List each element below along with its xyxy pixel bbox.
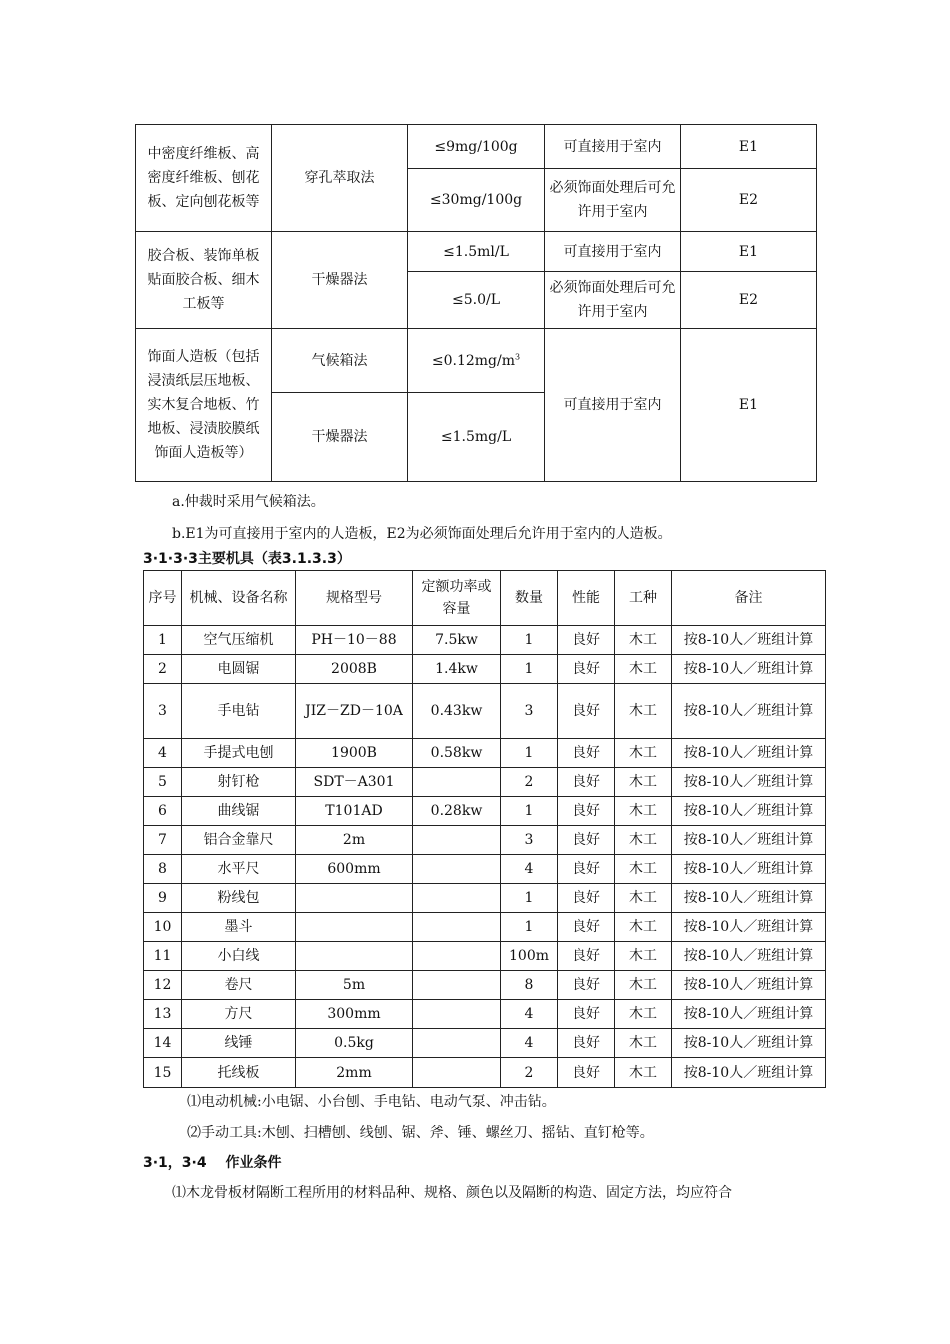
remark-cell: 按8-10人／班组计算 bbox=[672, 971, 826, 1000]
model-cell: T101AD bbox=[296, 797, 413, 826]
limit-cell: ≤1.5ml/L bbox=[408, 232, 545, 272]
model-cell bbox=[296, 913, 413, 942]
trade-cell: 木工 bbox=[615, 942, 672, 971]
qty-cell: 2 bbox=[501, 1058, 558, 1088]
material-cell: 中密度纤维板、高密度纤维板、刨花板、定向刨花板等 bbox=[136, 125, 272, 232]
use-cell: 必须饰面处理后可允许用于室内 bbox=[545, 169, 681, 232]
trade-cell: 木工 bbox=[615, 739, 672, 768]
index-cell: 15 bbox=[144, 1058, 182, 1088]
header-cell: 规格型号 bbox=[296, 571, 413, 626]
grade-cell: E2 bbox=[681, 169, 817, 232]
power-cell bbox=[413, 971, 501, 1000]
remark-cell: 按8-10人／班组计算 bbox=[672, 655, 826, 684]
qty-cell: 1 bbox=[501, 884, 558, 913]
condition-cell: 良好 bbox=[558, 1000, 615, 1029]
table-row bbox=[144, 1000, 826, 1029]
table-row bbox=[144, 1058, 826, 1088]
test-method-cell: 气候箱法 bbox=[272, 329, 408, 393]
table-row bbox=[144, 826, 826, 855]
table-row bbox=[144, 942, 826, 971]
table-row bbox=[136, 232, 817, 272]
model-cell: 2mm bbox=[296, 1058, 413, 1088]
grade-cell: E1 bbox=[681, 329, 817, 482]
name-cell: 方尺 bbox=[182, 1000, 296, 1029]
qty-cell: 4 bbox=[501, 1000, 558, 1029]
name-cell: 线锤 bbox=[182, 1029, 296, 1058]
name-cell: 曲线锯 bbox=[182, 797, 296, 826]
header-cell: 定额功率或容量 bbox=[413, 571, 501, 626]
condition-cell: 良好 bbox=[558, 739, 615, 768]
superscript: 3 bbox=[515, 351, 521, 361]
qty-cell: 3 bbox=[501, 684, 558, 739]
model-cell bbox=[296, 884, 413, 913]
remark-cell: 按8-10人／班组计算 bbox=[672, 797, 826, 826]
power-cell bbox=[413, 768, 501, 797]
name-cell: 铝合金靠尺 bbox=[182, 826, 296, 855]
section-heading-tools: 3·1·3·3主要机具（表3.1.3.3） bbox=[143, 551, 351, 567]
trade-cell: 木工 bbox=[615, 768, 672, 797]
grade-cell: E1 bbox=[681, 232, 817, 272]
table-row bbox=[144, 655, 826, 684]
index-cell: 13 bbox=[144, 1000, 182, 1029]
limit-cell: ≤1.5mg/L bbox=[408, 393, 545, 482]
table-row bbox=[144, 626, 826, 655]
remark-cell: 按8-10人／班组计算 bbox=[672, 768, 826, 797]
material-cell: 胶合板、装饰单板贴面胶合板、细木工板等 bbox=[136, 232, 272, 329]
header-cell: 工种 bbox=[615, 571, 672, 626]
trade-cell: 木工 bbox=[615, 797, 672, 826]
qty-cell: 2 bbox=[501, 768, 558, 797]
section-heading-conditions: 3·1，3·4 作业条件 bbox=[143, 1155, 282, 1171]
remark-cell: 按8-10人／班组计算 bbox=[672, 855, 826, 884]
index-cell: 11 bbox=[144, 942, 182, 971]
index-cell: 14 bbox=[144, 1029, 182, 1058]
test-method-cell: 干燥器法 bbox=[272, 393, 408, 482]
qty-cell: 1 bbox=[501, 626, 558, 655]
remark-cell: 按8-10人／班组计算 bbox=[672, 1000, 826, 1029]
qty-cell: 1 bbox=[501, 655, 558, 684]
name-cell: 卷尺 bbox=[182, 971, 296, 1000]
use-cell: 可直接用于室内 bbox=[545, 232, 681, 272]
remark-cell: 按8-10人／班组计算 bbox=[672, 826, 826, 855]
header-cell: 机械、设备名称 bbox=[182, 571, 296, 626]
model-cell: SDT－A301 bbox=[296, 768, 413, 797]
trade-cell: 木工 bbox=[615, 884, 672, 913]
model-cell: PH－10－88 bbox=[296, 626, 413, 655]
power-cell bbox=[413, 913, 501, 942]
power-cell: 7.5kw bbox=[413, 626, 501, 655]
trade-cell: 木工 bbox=[615, 971, 672, 1000]
formaldehyde-limit-table bbox=[135, 124, 817, 482]
material-cell: 饰面人造板（包括浸渍纸层压地板、实木复合地板、竹地板、浸渍胶膜纸饰面人造板等） bbox=[136, 329, 272, 482]
table-row bbox=[144, 797, 826, 826]
grade-cell: E1 bbox=[681, 125, 817, 169]
model-cell bbox=[296, 942, 413, 971]
power-cell: 0.43kw bbox=[413, 684, 501, 739]
use-cell: 必须饰面处理后可允许用于室内 bbox=[545, 272, 681, 329]
qty-cell: 1 bbox=[501, 913, 558, 942]
power-cell: 1.4kw bbox=[413, 655, 501, 684]
index-cell: 4 bbox=[144, 739, 182, 768]
trade-cell: 木工 bbox=[615, 855, 672, 884]
remark-cell: 按8-10人／班组计算 bbox=[672, 684, 826, 739]
index-cell: 2 bbox=[144, 655, 182, 684]
name-cell: 水平尺 bbox=[182, 855, 296, 884]
table-row bbox=[144, 884, 826, 913]
trade-cell: 木工 bbox=[615, 826, 672, 855]
header-cell: 数量 bbox=[501, 571, 558, 626]
power-cell: 0.28kw bbox=[413, 797, 501, 826]
index-cell: 12 bbox=[144, 971, 182, 1000]
table-row bbox=[136, 125, 817, 169]
condition-cell: 良好 bbox=[558, 797, 615, 826]
name-cell: 空气压缩机 bbox=[182, 626, 296, 655]
remark-cell: 按8-10人／班组计算 bbox=[672, 884, 826, 913]
header-cell: 性能 bbox=[558, 571, 615, 626]
name-cell: 手电钻 bbox=[182, 684, 296, 739]
table-row bbox=[144, 971, 826, 1000]
index-cell: 5 bbox=[144, 768, 182, 797]
name-cell: 手提式电刨 bbox=[182, 739, 296, 768]
table-row bbox=[144, 768, 826, 797]
remark-cell: 按8-10人／班组计算 bbox=[672, 942, 826, 971]
trade-cell: 木工 bbox=[615, 626, 672, 655]
paragraph: ⑴木龙骨板材隔断工程所用的材料品种、规格、颜色以及隔断的构造、固定方法，均应符合 bbox=[172, 1185, 732, 1201]
qty-cell: 1 bbox=[501, 739, 558, 768]
name-cell: 射钉枪 bbox=[182, 768, 296, 797]
remark-cell: 按8-10人／班组计算 bbox=[672, 626, 826, 655]
name-cell: 小白线 bbox=[182, 942, 296, 971]
condition-cell: 良好 bbox=[558, 684, 615, 739]
header-cell: 序号 bbox=[144, 571, 182, 626]
power-cell bbox=[413, 884, 501, 913]
table-row bbox=[136, 329, 817, 393]
condition-cell: 良好 bbox=[558, 855, 615, 884]
condition-cell: 良好 bbox=[558, 768, 615, 797]
name-cell: 托线板 bbox=[182, 1058, 296, 1088]
index-cell: 8 bbox=[144, 855, 182, 884]
header-cell: 备注 bbox=[672, 571, 826, 626]
table-row bbox=[144, 684, 826, 739]
note-electric-tools: ⑴电动机械:小电锯、小台刨、手电钻、电动气泵、冲击钻。 bbox=[187, 1094, 556, 1110]
use-cell: 可直接用于室内 bbox=[545, 329, 681, 482]
qty-cell: 8 bbox=[501, 971, 558, 1000]
tools-table bbox=[143, 570, 826, 1088]
table-header-row bbox=[144, 571, 826, 626]
table-row bbox=[144, 913, 826, 942]
model-cell: 1900B bbox=[296, 739, 413, 768]
limit-text: ≤0.12mg/m bbox=[431, 352, 516, 369]
table-row bbox=[144, 855, 826, 884]
name-cell: 电圆锯 bbox=[182, 655, 296, 684]
power-cell bbox=[413, 1000, 501, 1029]
remark-cell: 按8-10人／班组计算 bbox=[672, 913, 826, 942]
condition-cell: 良好 bbox=[558, 826, 615, 855]
test-method-cell: 干燥器法 bbox=[272, 232, 408, 329]
condition-cell: 良好 bbox=[558, 971, 615, 1000]
remark-cell: 按8-10人／班组计算 bbox=[672, 1058, 826, 1088]
condition-cell: 良好 bbox=[558, 942, 615, 971]
qty-cell: 3 bbox=[501, 826, 558, 855]
index-cell: 1 bbox=[144, 626, 182, 655]
model-cell: 2008B bbox=[296, 655, 413, 684]
trade-cell: 木工 bbox=[615, 913, 672, 942]
limit-cell: ≤30mg/100g bbox=[408, 169, 545, 232]
power-cell: 0.58kw bbox=[413, 739, 501, 768]
trade-cell: 木工 bbox=[615, 1058, 672, 1088]
power-cell bbox=[413, 826, 501, 855]
index-cell: 9 bbox=[144, 884, 182, 913]
limit-cell bbox=[408, 329, 545, 393]
trade-cell: 木工 bbox=[615, 1000, 672, 1029]
limit-cell: ≤9mg/100g bbox=[408, 125, 545, 169]
name-cell: 粉线包 bbox=[182, 884, 296, 913]
condition-cell: 良好 bbox=[558, 884, 615, 913]
model-cell: 2m bbox=[296, 826, 413, 855]
test-method-cell: 穿孔萃取法 bbox=[272, 125, 408, 232]
trade-cell: 木工 bbox=[615, 684, 672, 739]
remark-cell: 按8-10人／班组计算 bbox=[672, 1029, 826, 1058]
trade-cell: 木工 bbox=[615, 1029, 672, 1058]
qty-cell: 4 bbox=[501, 1029, 558, 1058]
condition-cell: 良好 bbox=[558, 1029, 615, 1058]
condition-cell: 良好 bbox=[558, 913, 615, 942]
index-cell: 7 bbox=[144, 826, 182, 855]
grade-cell: E2 bbox=[681, 272, 817, 329]
trade-cell: 木工 bbox=[615, 655, 672, 684]
note-manual-tools: ⑵手动工具:木刨、扫槽刨、线刨、锯、斧、锤、螺丝刀、摇钻、直钉枪等。 bbox=[187, 1125, 654, 1141]
model-cell: 300mm bbox=[296, 1000, 413, 1029]
limit-cell: ≤5.0/L bbox=[408, 272, 545, 329]
index-cell: 6 bbox=[144, 797, 182, 826]
condition-cell: 良好 bbox=[558, 626, 615, 655]
use-cell: 可直接用于室内 bbox=[545, 125, 681, 169]
table-row bbox=[144, 1029, 826, 1058]
condition-cell: 良好 bbox=[558, 1058, 615, 1088]
table-row bbox=[144, 739, 826, 768]
remark-cell: 按8-10人／班组计算 bbox=[672, 739, 826, 768]
model-cell: 5m bbox=[296, 971, 413, 1000]
name-cell: 墨斗 bbox=[182, 913, 296, 942]
index-cell: 3 bbox=[144, 684, 182, 739]
model-cell: 0.5kg bbox=[296, 1029, 413, 1058]
model-cell: 600mm bbox=[296, 855, 413, 884]
note-b: b.E1为可直接用于室内的人造板，E2为必须饰面处理后允许用于室内的人造板。 bbox=[172, 526, 672, 542]
power-cell bbox=[413, 942, 501, 971]
tools-table-body bbox=[144, 626, 826, 1088]
note-a: a.仲裁时采用气候箱法。 bbox=[172, 494, 325, 510]
power-cell bbox=[413, 1029, 501, 1058]
qty-cell: 1 bbox=[501, 797, 558, 826]
index-cell: 10 bbox=[144, 913, 182, 942]
condition-cell: 良好 bbox=[558, 655, 615, 684]
qty-cell: 100m bbox=[501, 942, 558, 971]
power-cell bbox=[413, 855, 501, 884]
model-cell: JIZ－ZD－10A bbox=[296, 684, 413, 739]
power-cell bbox=[413, 1058, 501, 1088]
qty-cell: 4 bbox=[501, 855, 558, 884]
